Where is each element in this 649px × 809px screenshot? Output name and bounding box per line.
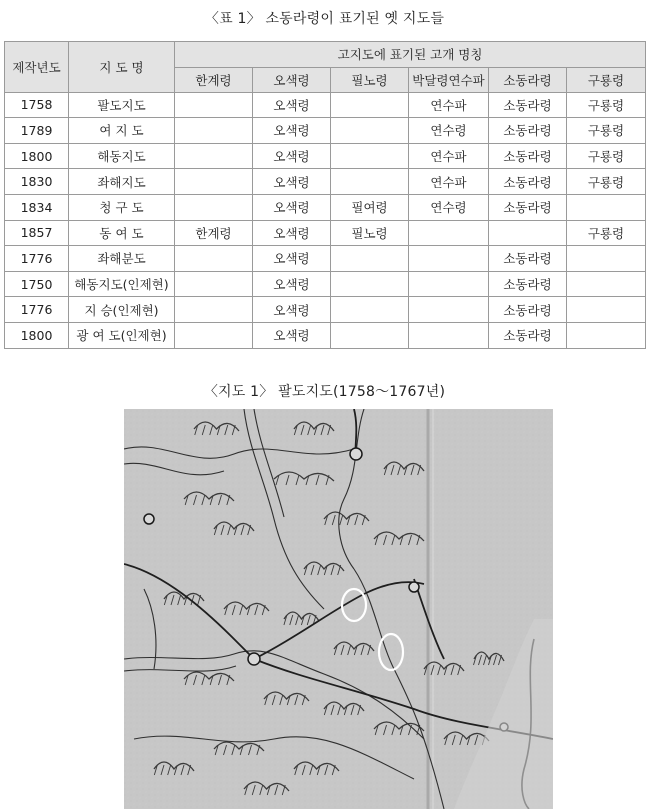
cell-pass-name: 오색령 bbox=[253, 322, 331, 348]
cell-year: 1750 bbox=[5, 271, 69, 297]
cell-pass-name: 연수파 bbox=[409, 169, 489, 195]
cell-pass-name: 필노령 bbox=[331, 220, 409, 246]
cell-year: 1776 bbox=[5, 297, 69, 323]
cell-pass-name: 필여령 bbox=[331, 194, 409, 220]
table-row bbox=[5, 169, 646, 195]
table-row bbox=[5, 246, 646, 272]
cell-pass-name: 소동라령 bbox=[489, 143, 567, 169]
cell-map-name: 지 승(인제현) bbox=[69, 297, 175, 323]
cell-map-name: 해동지도(인제현) bbox=[69, 271, 175, 297]
cell-pass-name: 연수파 bbox=[409, 143, 489, 169]
cell-year: 1789 bbox=[5, 118, 69, 144]
cell-pass-name bbox=[409, 220, 489, 246]
cell-pass-name bbox=[331, 297, 409, 323]
cell-pass-name: 오색령 bbox=[253, 194, 331, 220]
cell-pass-name bbox=[175, 271, 253, 297]
cell-pass-name: 연수령 bbox=[409, 118, 489, 144]
cell-pass-name: 오색령 bbox=[253, 297, 331, 323]
cell-pass-name bbox=[409, 246, 489, 272]
cell-map-name: 동 여 도 bbox=[69, 220, 175, 246]
cell-pass-name: 소동라령 bbox=[489, 322, 567, 348]
header-pass: 박달령연수파 bbox=[409, 67, 489, 92]
cell-pass-name bbox=[567, 246, 646, 272]
cell-map-name: 여 지 도 bbox=[69, 118, 175, 144]
header-pass: 오색령 bbox=[253, 67, 331, 92]
cell-pass-name bbox=[175, 92, 253, 118]
cell-pass-name bbox=[331, 92, 409, 118]
cell-pass-name bbox=[409, 322, 489, 348]
table-row bbox=[5, 194, 646, 220]
table-row bbox=[5, 322, 646, 348]
header-pass-names-group: 고지도에 표기된 고개 명칭 bbox=[175, 42, 646, 68]
cell-pass-name: 한계령 bbox=[175, 220, 253, 246]
cell-pass-name bbox=[567, 322, 646, 348]
cell-year: 1800 bbox=[5, 322, 69, 348]
cell-pass-name: 오색령 bbox=[253, 118, 331, 144]
cell-map-name: 팔도지도 bbox=[69, 92, 175, 118]
cell-pass-name bbox=[175, 169, 253, 195]
cell-pass-name bbox=[567, 297, 646, 323]
old-map-illustration bbox=[124, 409, 553, 809]
header-map-name: 지 도 명 bbox=[69, 42, 175, 93]
cell-map-name: 광 여 도(인제현) bbox=[69, 322, 175, 348]
cell-year: 1857 bbox=[5, 220, 69, 246]
cell-map-name: 청 구 도 bbox=[69, 194, 175, 220]
cell-pass-name: 소동라령 bbox=[489, 297, 567, 323]
table-row bbox=[5, 271, 646, 297]
cell-pass-name bbox=[567, 271, 646, 297]
map-image bbox=[124, 409, 553, 809]
cell-year: 1830 bbox=[5, 169, 69, 195]
table-row bbox=[5, 92, 646, 118]
cell-pass-name: 오색령 bbox=[253, 143, 331, 169]
cell-map-name: 좌해지도 bbox=[69, 169, 175, 195]
header-pass: 필노령 bbox=[331, 67, 409, 92]
cell-pass-name: 소동라령 bbox=[489, 118, 567, 144]
cell-pass-name bbox=[567, 194, 646, 220]
cell-pass-name: 오색령 bbox=[253, 271, 331, 297]
cell-pass-name: 소동라령 bbox=[489, 246, 567, 272]
cell-pass-name bbox=[331, 169, 409, 195]
cell-pass-name: 구룡령 bbox=[567, 92, 646, 118]
cell-pass-name bbox=[175, 194, 253, 220]
old-maps-table bbox=[4, 41, 646, 349]
cell-pass-name bbox=[331, 143, 409, 169]
header-pass: 구룡령 bbox=[567, 67, 646, 92]
cell-pass-name: 오색령 bbox=[253, 92, 331, 118]
cell-pass-name bbox=[409, 271, 489, 297]
cell-year: 1776 bbox=[5, 246, 69, 272]
table-row bbox=[5, 297, 646, 323]
cell-pass-name bbox=[175, 118, 253, 144]
cell-pass-name: 연수령 bbox=[409, 194, 489, 220]
cell-year: 1758 bbox=[5, 92, 69, 118]
header-pass: 소동라령 bbox=[489, 67, 567, 92]
cell-pass-name: 소동라령 bbox=[489, 194, 567, 220]
cell-pass-name bbox=[331, 246, 409, 272]
cell-map-name: 해동지도 bbox=[69, 143, 175, 169]
header-year: 제작년도 bbox=[5, 42, 69, 93]
cell-pass-name bbox=[331, 322, 409, 348]
cell-pass-name: 구룡령 bbox=[567, 118, 646, 144]
table-row bbox=[5, 143, 646, 169]
map-caption: 〈지도 1〉 팔도지도(1758～1767년) bbox=[203, 384, 446, 400]
cell-pass-name bbox=[331, 118, 409, 144]
cell-year: 1834 bbox=[5, 194, 69, 220]
cell-pass-name: 구룡령 bbox=[567, 143, 646, 169]
cell-pass-name bbox=[175, 322, 253, 348]
cell-pass-name bbox=[175, 143, 253, 169]
cell-pass-name bbox=[331, 271, 409, 297]
cell-year: 1800 bbox=[5, 143, 69, 169]
cell-pass-name bbox=[175, 246, 253, 272]
header-pass: 한계령 bbox=[175, 67, 253, 92]
table-row bbox=[5, 220, 646, 246]
cell-pass-name: 소동라령 bbox=[489, 271, 567, 297]
cell-pass-name: 오색령 bbox=[253, 169, 331, 195]
cell-pass-name: 연수파 bbox=[409, 92, 489, 118]
cell-pass-name: 오색령 bbox=[253, 220, 331, 246]
table-row bbox=[5, 118, 646, 144]
cell-pass-name: 구룡령 bbox=[567, 220, 646, 246]
cell-pass-name bbox=[409, 297, 489, 323]
cell-pass-name bbox=[489, 220, 567, 246]
cell-pass-name: 구룡령 bbox=[567, 169, 646, 195]
cell-pass-name: 소동라령 bbox=[489, 92, 567, 118]
cell-pass-name: 오색령 bbox=[253, 246, 331, 272]
cell-pass-name: 소동라령 bbox=[489, 169, 567, 195]
table-caption: 〈표 1〉 소동라령이 표기된 옛 지도들 bbox=[204, 11, 445, 27]
cell-pass-name bbox=[175, 297, 253, 323]
cell-map-name: 좌해분도 bbox=[69, 246, 175, 272]
